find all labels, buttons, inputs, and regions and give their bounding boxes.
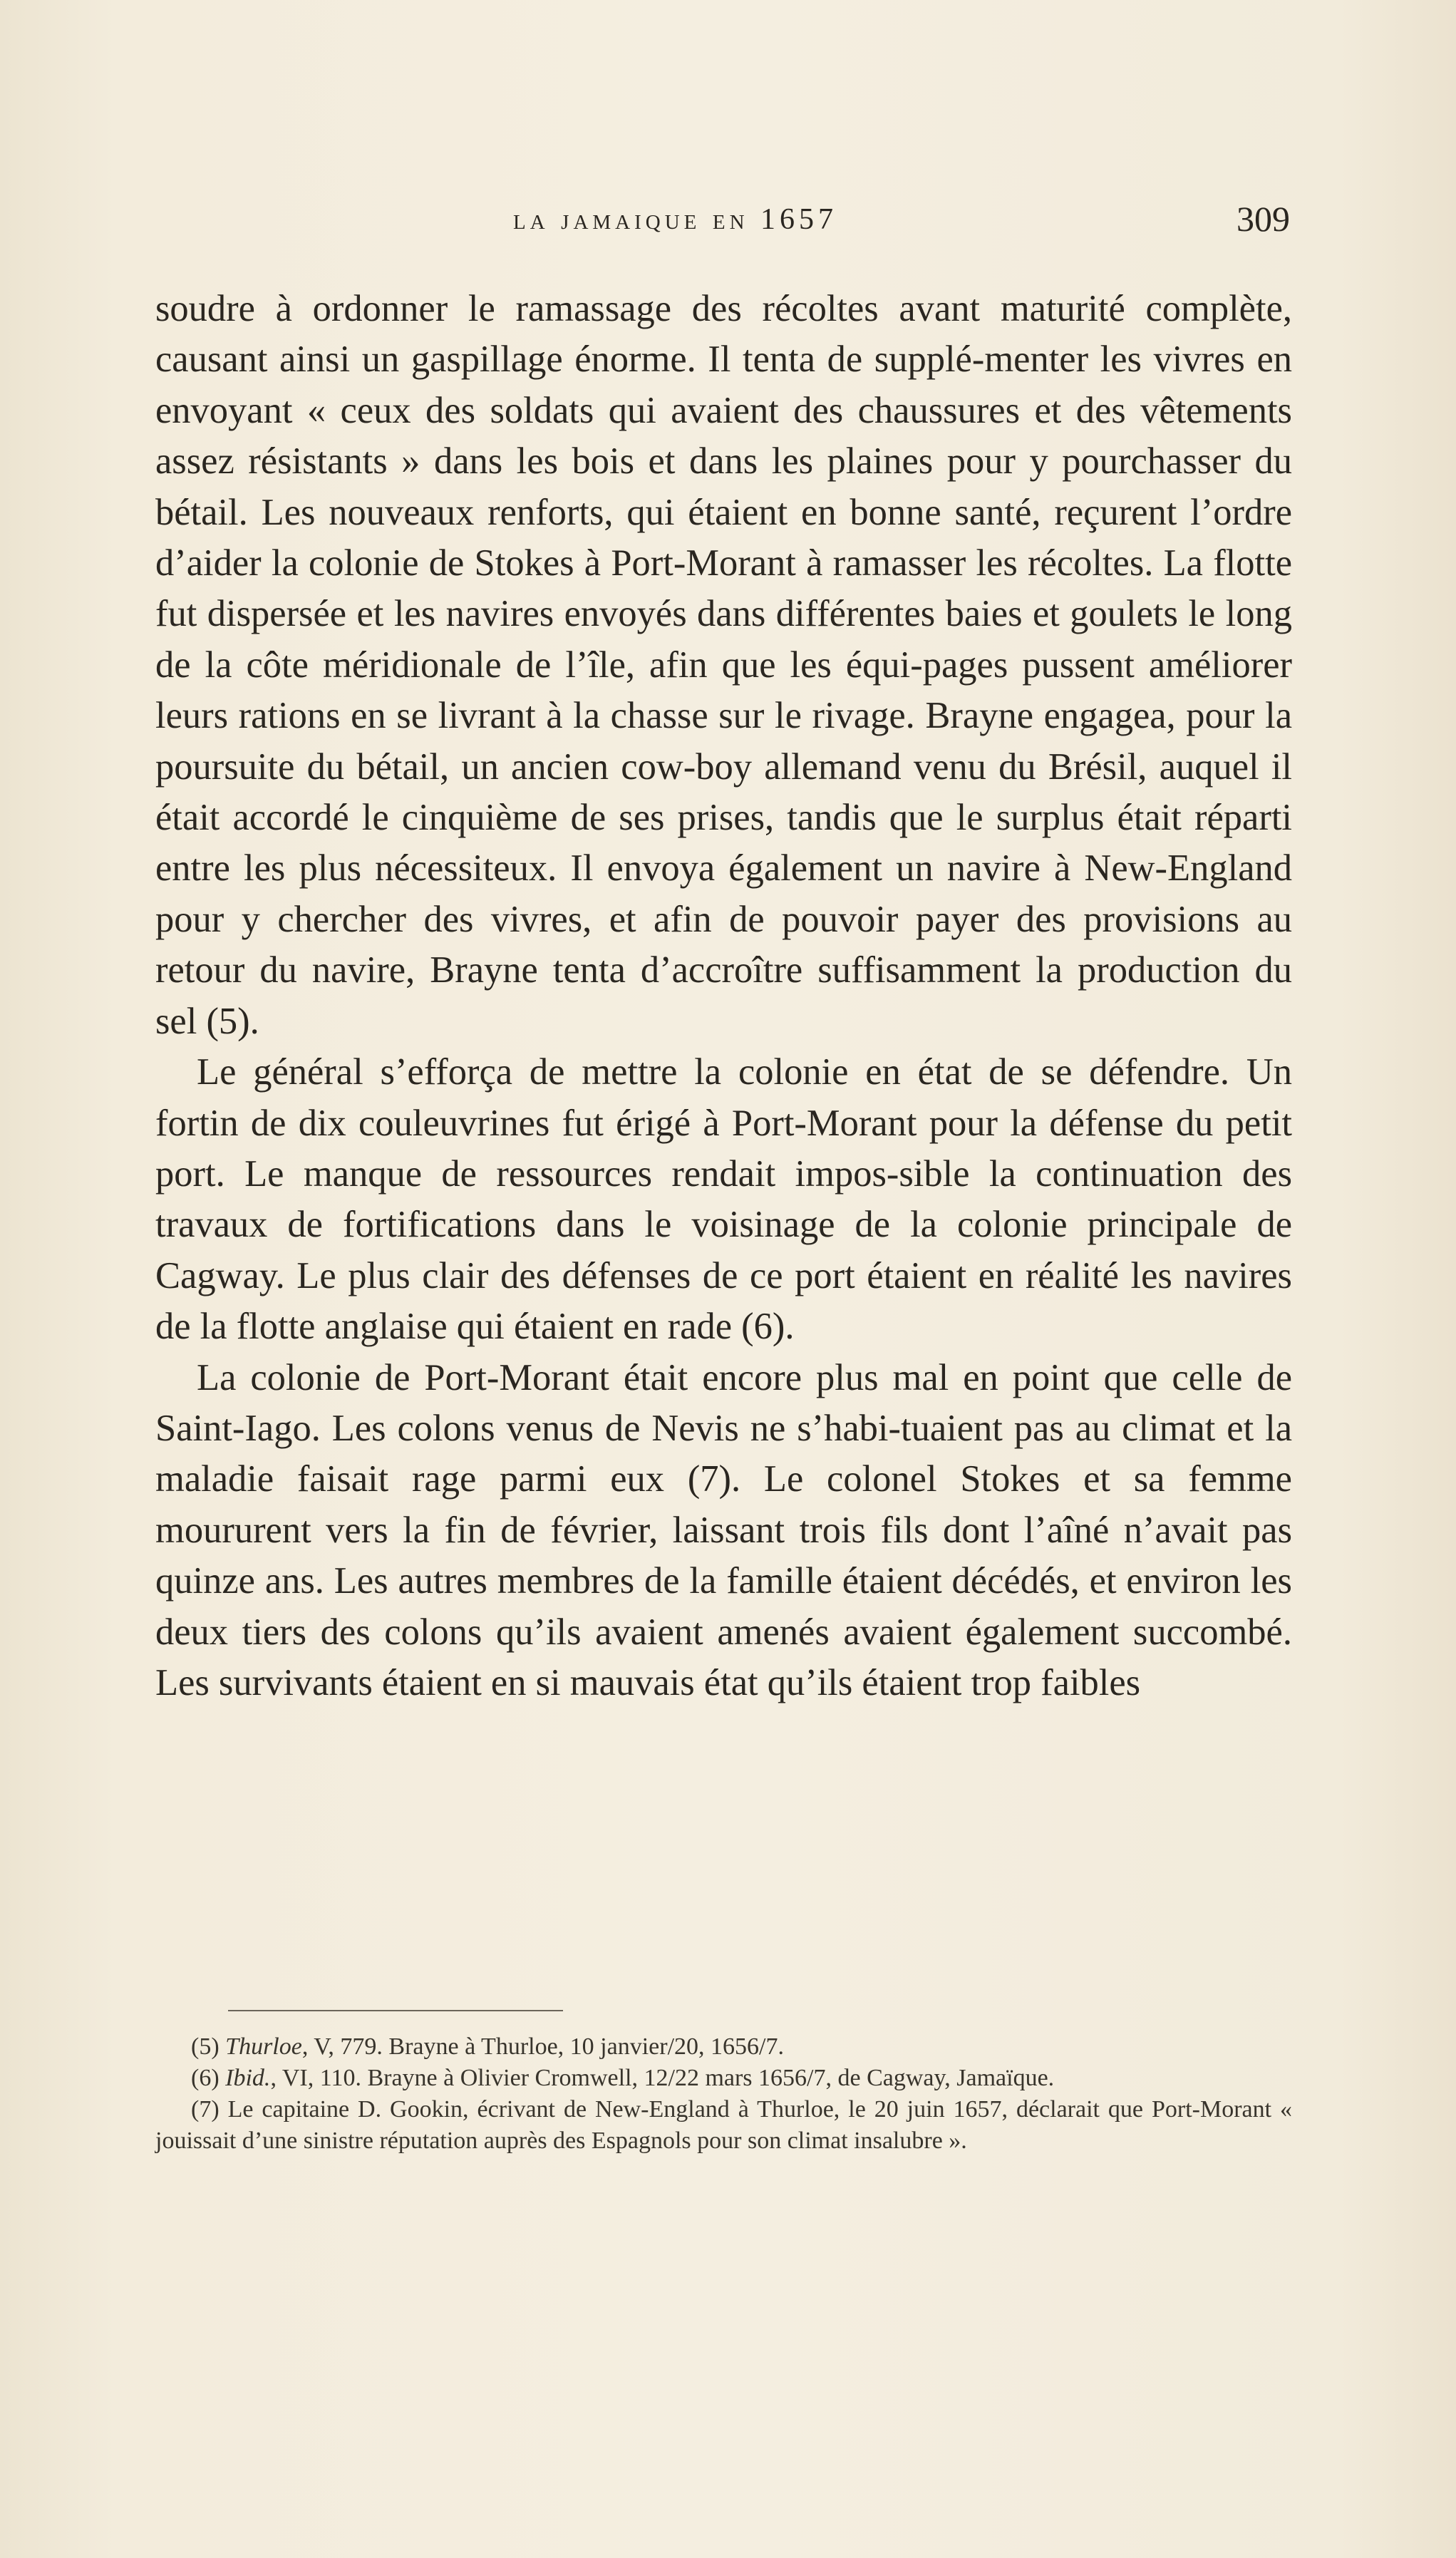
footnote-7-text: Le capitaine D. Gookin, écrivant de New-England à Thurloe, le 20 juin 1657, déclarait que Port-Morant « jouissait d’une sinistre réputation auprès des Espagnols pour son climat insalubre ». [155,2096,1293,2154]
running-head [157,192,1290,257]
footnote-5-text: , V, 779. Brayne à Thurloe, 10 janvier/20, 1656/7. [301,2033,784,2060]
paragraph-3: La colonie de Port-Morant était encore plus mal en point que celle de Saint-Iago. Les colons venus de Nevis ne s’habi-tuaient pas au climat et la maladie faisait rage parmi eux (7). Le colonel Stokes et sa femme moururent vers la fin de février, laissant trois fils dont l’aîné n’avait pas quinze ans. Les autres membres de la famille étaient décédés, et environ les deux tiers des colons qu’ils avaient amenés avaient également succombé. Les survivants étaient en si mauvais état qu’ils étaient trop faibles [155,1356,1292,1703]
footnote-7-number: (7) [191,2096,220,2123]
page-number: 309 [1236,199,1290,239]
footnote-7 [155,2094,1292,2157]
body-text [155,284,1292,1708]
footnote-rule [228,2010,563,2011]
footnote-6-number: (6) [191,2065,220,2091]
footnote-6 [155,2063,1292,2094]
footnote-5-number: (5) [191,2033,220,2060]
footnote-5-source: Thurloe [225,2033,302,2060]
paragraph-2: Le général s’efforça de mettre la colonie en état de se défendre. Un fortin de dix couleuvrines fut érigé à Port-Morant pour la défense du petit port. Le manque de ressources rendait impos-sible la continuation des travaux de fortifications dans le voisinage de la colonie principale de Cagway. Le plus clair des défenses de ce port étaient en réalité les navires de la flotte anglaise qui étaient en rade (6). [155,1051,1292,1348]
running-title: la jamaique en 1657 [513,203,838,236]
footnote-6-source: Ibid. [225,2065,271,2091]
paragraph-1: soudre à ordonner le ramassage des récoltes avant maturité complète, causant ainsi un gaspillage énorme. Il tenta de supplé-menter les vivres en envoyant « ceux des soldats qui avaient des chaussures et des vêtements assez résistants » dans les bois et dans les plaines pour y pourchasser du bétail. Les nouveaux renforts, qui étaient en bonne santé, reçurent l’ordre d’aider la colonie de Stokes à Port-Morant à ramasser les récoltes. La flotte fut dispersée et les navires envoyés dans différentes baies et goulets le long de la côte méridionale de l’île, afin que les équi-pages pussent améliorer leurs rations en se livrant à la chasse sur le rivage. Brayne engagea, pour la poursuite du bétail, un ancien cow-boy allemand venu du Brésil, auquel il était accordé le cinquième de ses prises, tandis que le surplus était réparti entre les plus nécessiteux. Il envoya également un navire à New-England pour y chercher des vivres, et afin de pouvoir payer des provisions au retour du navire, Brayne tenta d’accroître suffisamment la production du sel (5). [155,288,1292,1042]
footnote-5 [155,2031,1292,2063]
footnote-6-text: , VI, 110. Brayne à Olivier Cromwell, 12/22 mars 1656/7, de Cagway, Jamaïque. [270,2065,1055,2091]
footnotes [155,2031,1292,2157]
